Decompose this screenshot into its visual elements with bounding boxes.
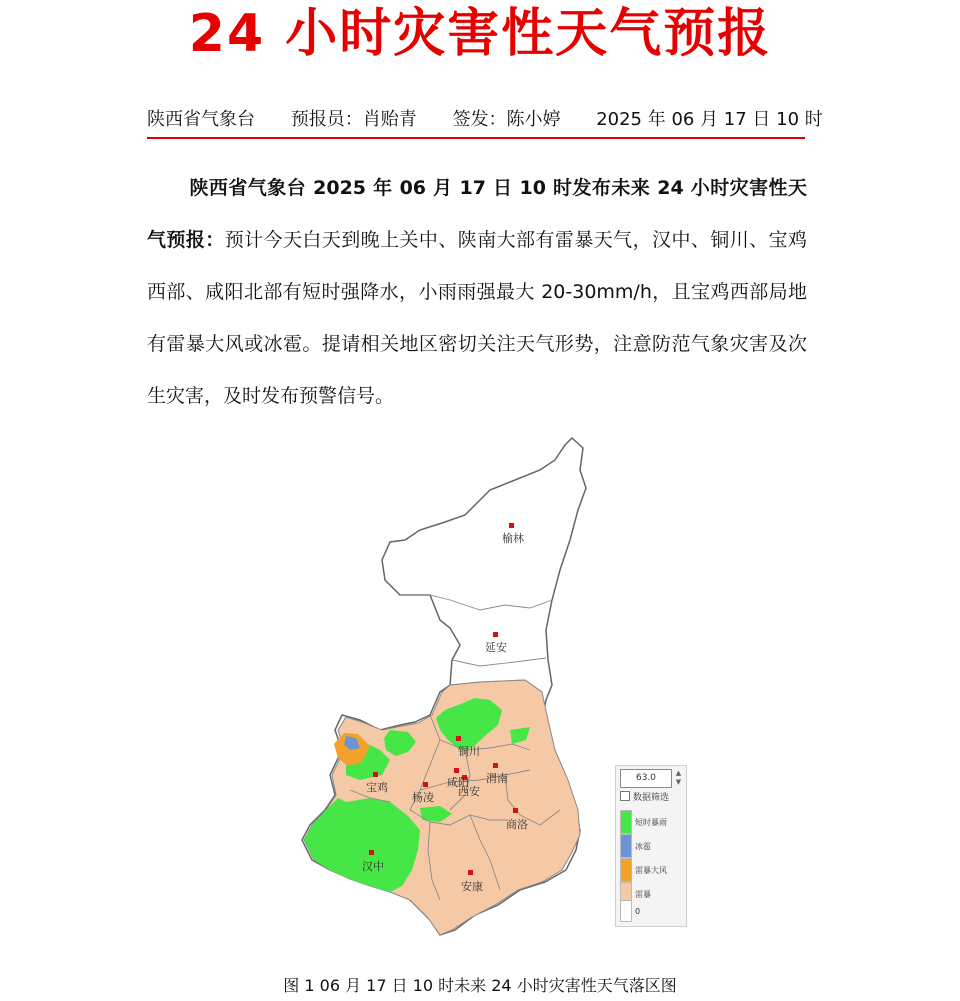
map-legend <box>615 765 687 927</box>
figure-caption: 图 1 06 月 17 日 10 时未来 24 小时灾害性天气落区图 <box>283 976 677 995</box>
legend-label: 冰雹 <box>635 842 651 851</box>
document-title: 24 小时灾害性天气预报 <box>188 4 772 64</box>
city-label-ankang: 安康 <box>461 880 483 893</box>
legend-label: 短时暴雨 <box>635 818 667 827</box>
header-rule <box>147 137 805 139</box>
filter-label: 数据筛选 <box>633 793 670 803</box>
legend-swatch <box>620 858 632 882</box>
heavy-rain-area-southwest <box>304 798 420 892</box>
header-meta <box>147 108 823 132</box>
legend-label: 0 <box>635 907 641 916</box>
legend-swatch <box>620 810 632 834</box>
legend-item-hail <box>620 834 686 858</box>
issuer: 签发：陈小婷 <box>452 109 561 130</box>
legend-item-wind <box>620 858 686 882</box>
city-label-xian: 西安 <box>458 785 480 798</box>
issuing-org: 陕西省气象台 <box>147 109 255 130</box>
forecast-text: 预计今天白天到晚上关中、陕南大部有雷暴天气，汉中、铜川、宝鸡西部、咸阳北部有短时强降水，小雨雨强最大 20-30mm/h，且宝鸡西部局地有雷暴大风或冰雹。提请相关地区密切关注天气形势，注意防范气象灾害及次生灾害，及时发布预警信号。 <box>147 229 807 407</box>
city-label-yanan: 延安 <box>485 641 507 654</box>
city-label-weinan: 渭南 <box>486 772 508 785</box>
legend-label: 雷暴 <box>635 890 651 899</box>
city-label-baoji: 宝鸡 <box>366 781 388 794</box>
legend-swatch <box>620 834 632 858</box>
legend-label: 雷暴大风 <box>635 866 667 875</box>
legend-item-heavy-rain <box>620 810 686 834</box>
city-label-tongchuan: 铜川 <box>458 745 480 758</box>
issue-datetime: 2025 年 06 月 17 日 10 时 <box>596 109 823 130</box>
city-label-xianyang: 咸阳 <box>447 776 469 789</box>
threshold-spinbox[interactable]: 63.0 <box>620 769 672 788</box>
legend-item-none <box>620 900 686 922</box>
city-label-yangling: 杨凌 <box>412 791 434 804</box>
legend-swatch <box>620 900 632 922</box>
filter-checkbox[interactable] <box>620 790 669 803</box>
forecast-paragraph <box>147 162 807 422</box>
forecast-lead: 陕西省气象台 2025 年 06 月 17 日 10 时发布未来 24 小时灾害性天气预报： <box>147 177 807 251</box>
checkbox-box[interactable] <box>620 791 630 801</box>
forecaster: 预报员：肖贻青 <box>290 109 417 130</box>
city-label-shangluo: 商洛 <box>506 818 528 831</box>
city-label-yulin: 榆林 <box>502 532 524 545</box>
spin-arrows-icon[interactable]: ▲ ▼ <box>675 769 682 786</box>
city-label-hanzhong: 汉中 <box>362 860 384 873</box>
